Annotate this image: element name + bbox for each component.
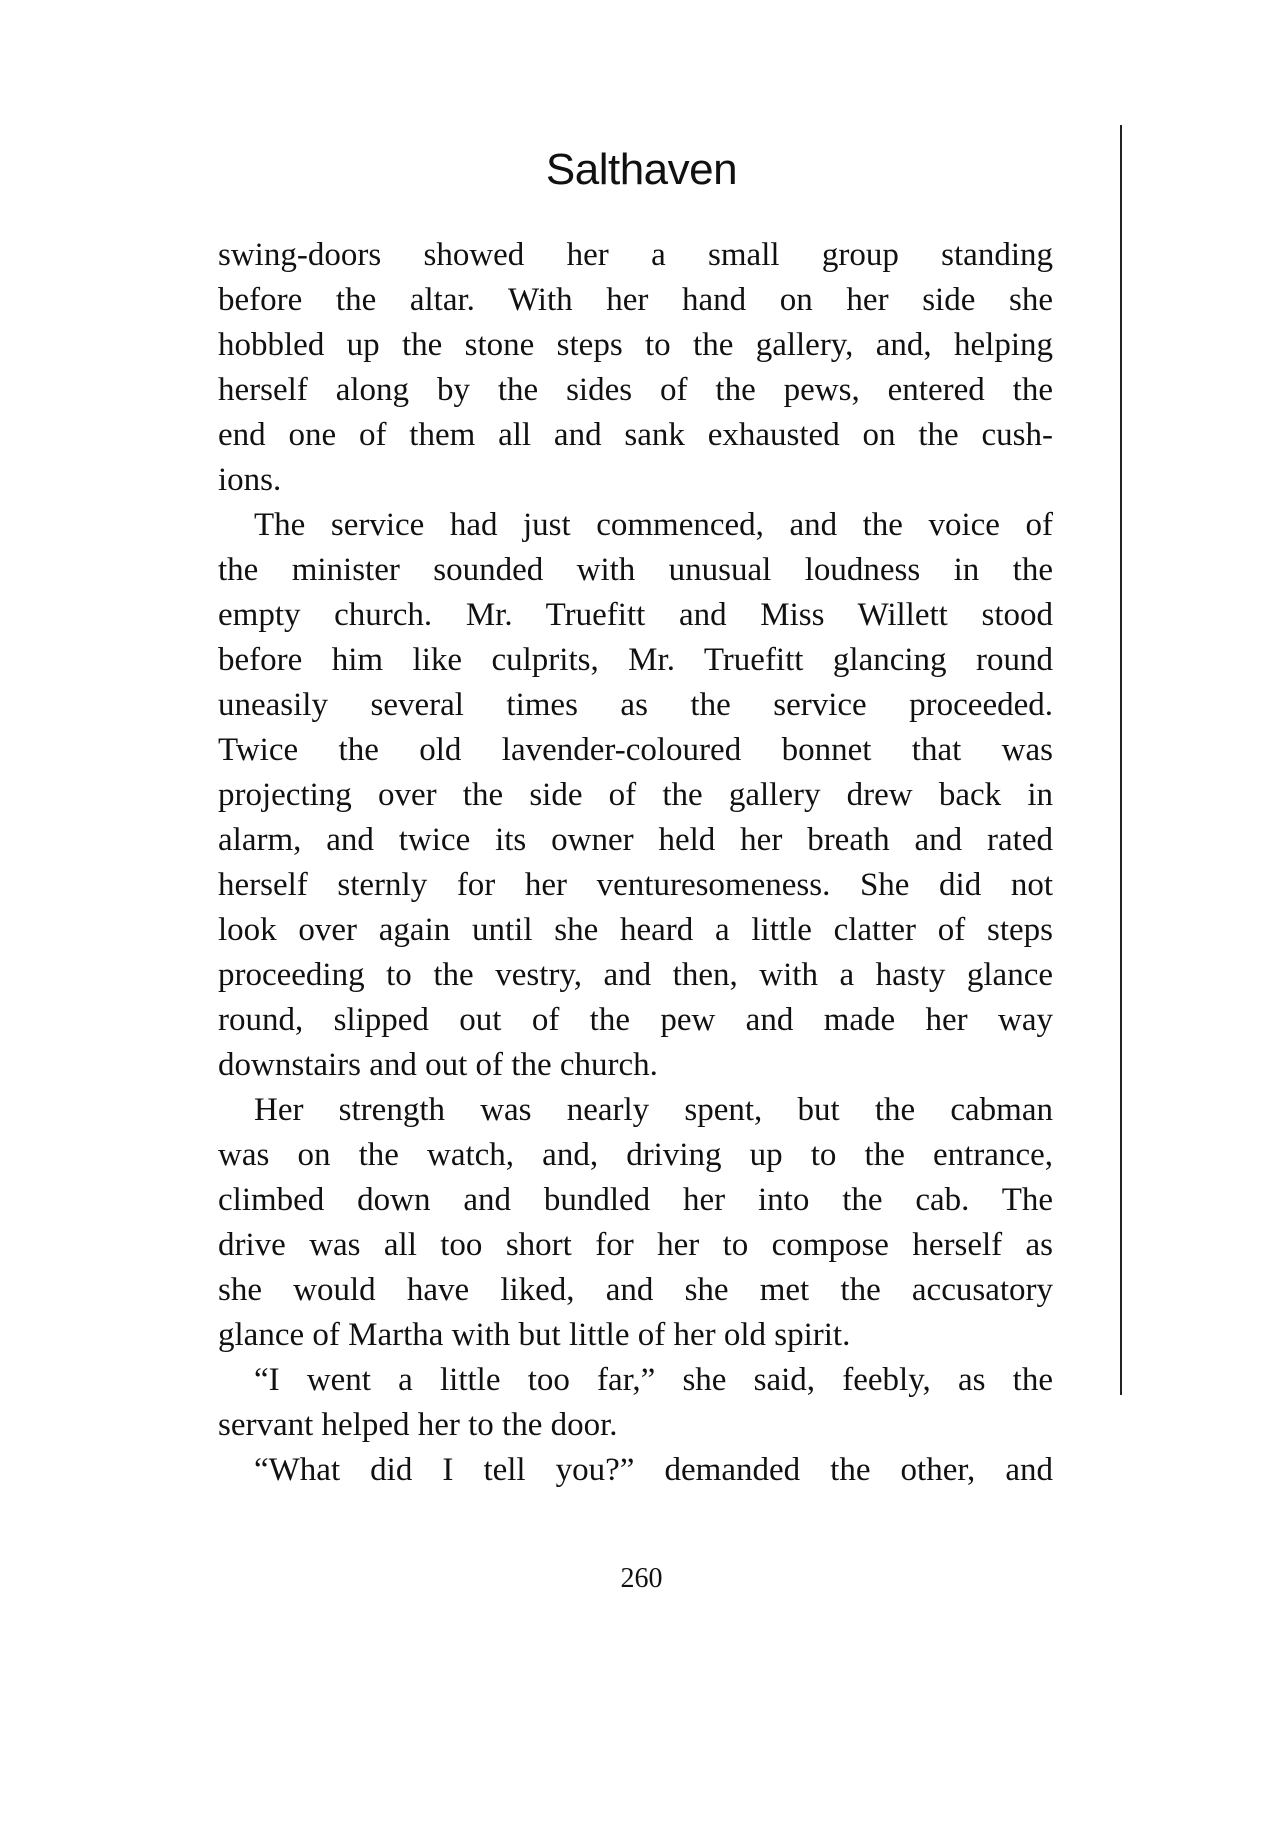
paragraph-start: “What did I tell you?” demanded the other, and — [254, 1452, 1053, 1488]
text-line: climbed down and bundled her into the cab. The — [218, 1182, 1053, 1218]
text-line: projecting over the side of the gallery drew back in — [218, 777, 1053, 813]
text-line: proceeding to the vestry, and then, with a hasty glance — [218, 957, 1053, 993]
text-line: drive was all too short for her to compose herself as — [218, 1227, 1053, 1263]
text-line: was on the watch, and, driving up to the entrance, — [218, 1137, 1053, 1173]
text-line: servant helped her to the door. — [218, 1407, 618, 1443]
text-line: empty church. Mr. Truefitt and Miss Willett stood — [218, 597, 1053, 633]
text-line: herself along by the sides of the pews, entered the — [218, 372, 1053, 408]
page-number: 260 — [620, 1563, 663, 1594]
text-line: swing-doors showed her a small group standing — [218, 237, 1053, 273]
text-line: hobbled up the stone steps to the gallery, and, helping — [218, 327, 1053, 363]
paragraph-start: “I went a little too far,” she said, feebly, as the — [254, 1362, 1053, 1398]
page-title: Salthaven — [545, 145, 738, 194]
paragraph-start: Her strength was nearly spent, but the cabman — [254, 1092, 1053, 1128]
text-line: before him like culprits, Mr. Truefitt glancing round — [218, 642, 1053, 678]
text-line: before the altar. With her hand on her side she — [218, 282, 1053, 318]
text-line: the minister sounded with unusual loudness in the — [218, 552, 1053, 588]
text-line: uneasily several times as the service proceeded. — [218, 687, 1053, 723]
text-line: glance of Martha with but little of her old spirit. — [218, 1317, 851, 1353]
text-line: round, slipped out of the pew and made her way — [218, 1002, 1053, 1038]
text-line: look over again until she heard a little clatter of steps — [218, 912, 1053, 948]
text-line: end one of them all and sank exhausted on the cush- — [218, 417, 1053, 453]
text-line: downstairs and out of the church. — [218, 1047, 658, 1083]
body-text — [218, 233, 1053, 1493]
text-line: alarm, and twice its owner held her breath and rated — [218, 822, 1053, 858]
text-line: ions. — [218, 462, 282, 498]
text-line: herself sternly for her venturesomeness. She did not — [218, 867, 1053, 903]
text-line: Twice the old lavender-coloured bonnet that was — [218, 732, 1053, 768]
text-line: she would have liked, and she met the accusatory — [218, 1272, 1053, 1308]
paragraph-start: The service had just commenced, and the voice of — [254, 507, 1053, 543]
margin-rule — [1120, 125, 1122, 1395]
